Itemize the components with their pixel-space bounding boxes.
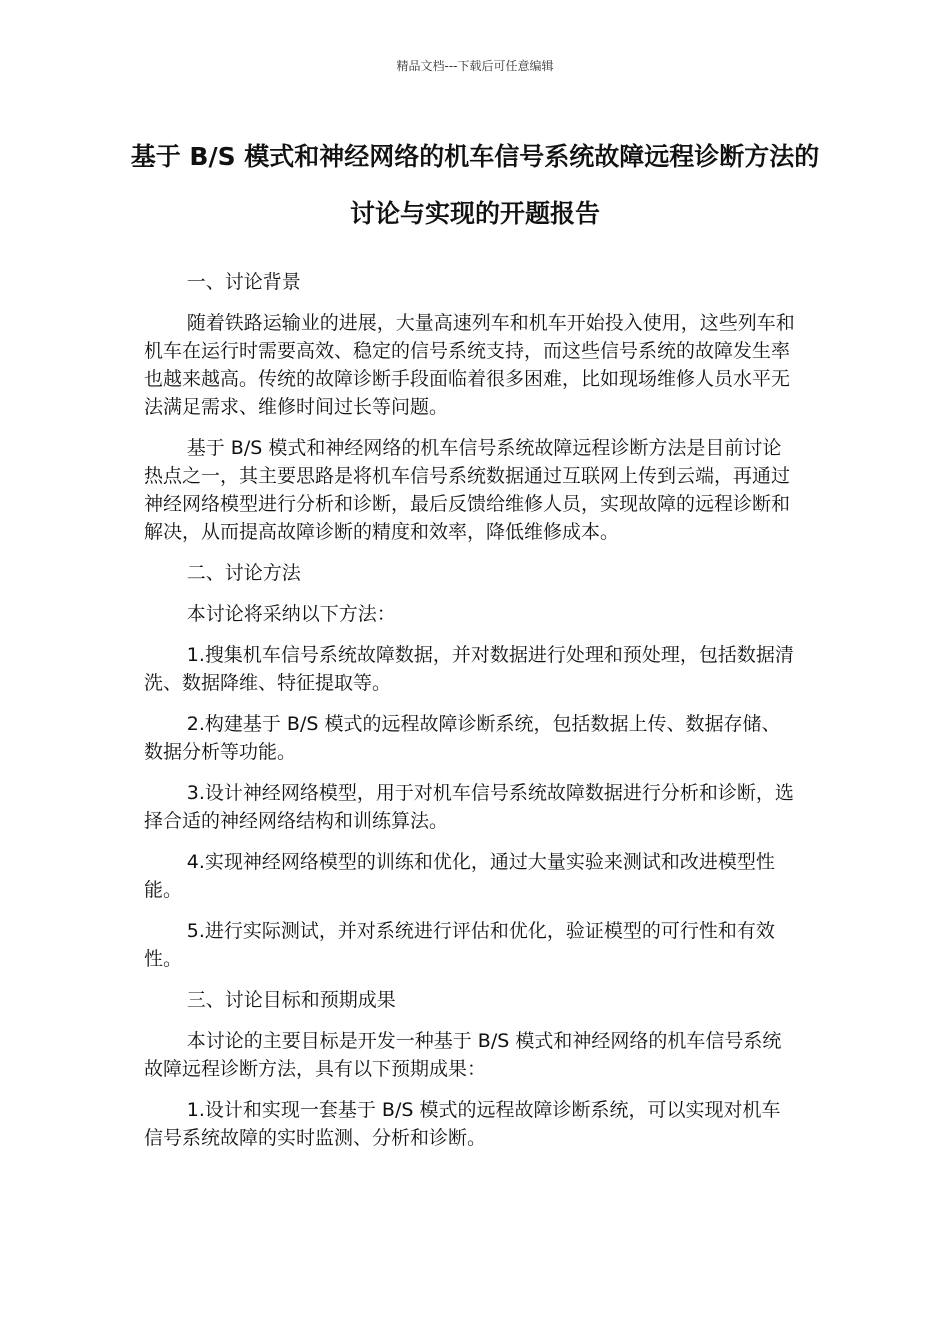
section-heading-goals: 三、讨论目标和预期成果 xyxy=(186,989,396,1011)
document-body xyxy=(144,268,796,1165)
list-item-method-4: 4.实现神经网络模型的训练和优化，通过大量实验来测试和改进模型性能。 xyxy=(144,851,775,901)
paragraph-methods-intro: 本讨论将采纳以下方法： xyxy=(186,603,396,625)
list-item-method-1: 1.搜集机车信号系统故障数据，并对数据进行处理和预处理，包括数据清洗、数据降维、特征提取等。 xyxy=(144,644,794,694)
document-title: 基于 B/S 模式和神经网络的机车信号系统故障远程诊断方法的讨论与实现的开题报告 xyxy=(130,142,820,228)
list-item-method-2: 2.构建基于 B/S 模式的远程故障诊断系统，包括数据上传、数据存储、数据分析等功能。 xyxy=(144,713,781,763)
section-heading-methods: 二、讨论方法 xyxy=(186,562,301,584)
section-heading-background: 一、讨论背景 xyxy=(186,271,301,293)
header-note: 精品文档---下载后可任意编辑 xyxy=(396,59,554,73)
list-item-method-3: 3.设计神经网络模型，用于对机车信号系统故障数据进行分析和诊断，选择合适的神经网络结构和训练算法。 xyxy=(144,782,794,832)
list-item-method-5: 5.进行实际测试，并对系统进行评估和优化，验证模型的可行性和有效性。 xyxy=(144,920,775,970)
paragraph-goals-intro: 本讨论的主要目标是开发一种基于 B/S 模式和神经网络的机车信号系统故障远程诊断方法，具有以下预期成果： xyxy=(144,1030,782,1080)
list-item-outcome-1: 1.设计和实现一套基于 B/S 模式的远程故障诊断系统，可以实现对机车信号系统故障的实时监测、分析和诊断。 xyxy=(144,1099,781,1149)
paragraph-background-2: 基于 B/S 模式和神经网络的机车信号系统故障远程诊断方法是目前讨论热点之一，其主要思路是将机车信号系统数据通过互联网上传到云端，再通过神经网络模型进行分析和诊断，最后反馈给维修人员，实现故障的远程诊断和解决，从而提高故障诊断的精度和效率，降低维修成本。 xyxy=(144,437,791,543)
paragraph-background-1: 随着铁路运输业的进展，大量高速列车和机车开始投入使用，这些列车和机车在运行时需要高效、稳定的信号系统支持，而这些信号系统的故障发生率也越来越高。传统的故障诊断手段面临着很多困难，比如现场维修人员水平无法满足需求、维修时间过长等问题。 xyxy=(144,312,795,418)
